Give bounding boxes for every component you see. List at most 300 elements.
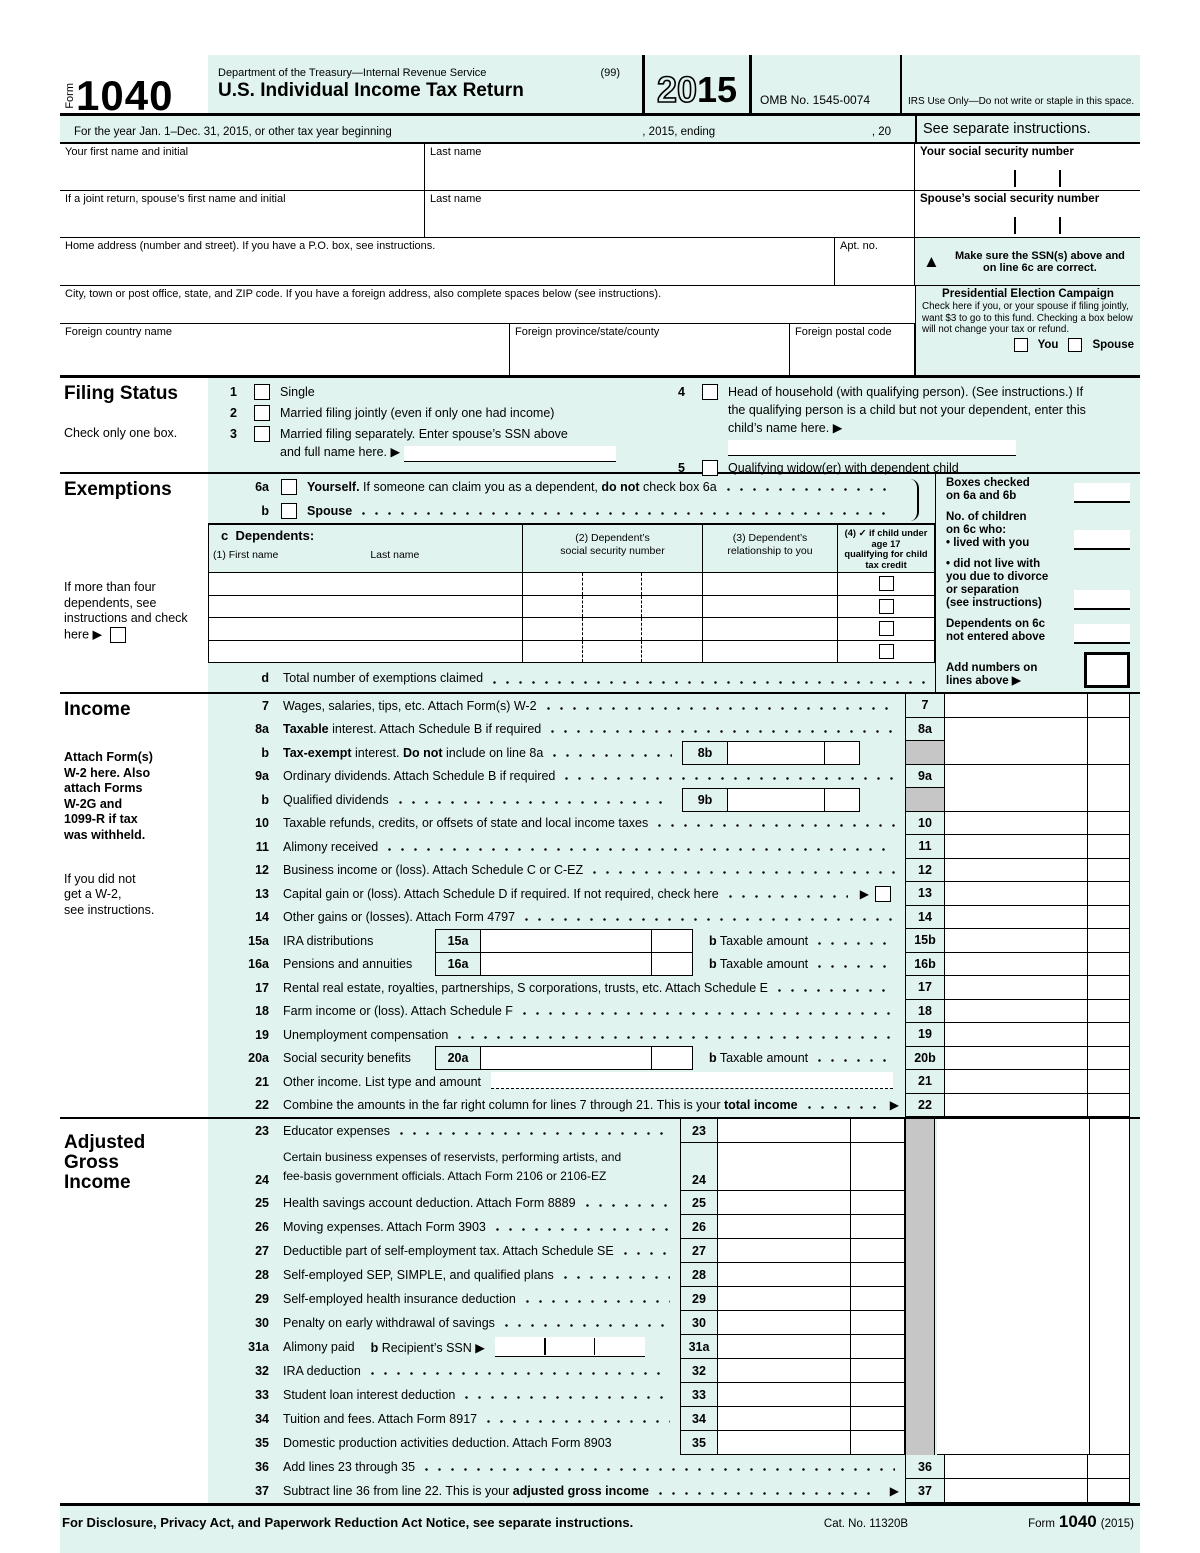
mid-line-number: 29 xyxy=(680,1287,718,1311)
sidebar-entry-2 xyxy=(946,558,1130,610)
form-word-label: Form xyxy=(64,83,76,109)
sidebar-entry-label: Dependents on 6c not entered above xyxy=(946,617,1046,643)
filing-status-1: 1 Single xyxy=(230,385,315,399)
income-line-11 xyxy=(208,835,1140,859)
cents-cell[interactable] xyxy=(1087,718,1130,742)
see-separate-instructions: See separate instructions. xyxy=(915,116,1140,142)
dependent-relationship-cell[interactable] xyxy=(703,573,838,596)
line-number: 9a xyxy=(255,769,269,784)
city-field[interactable]: City, town or post office, state, and ZIP code. If you have a foreign address, also complete spaces below (see instructions). xyxy=(60,286,915,324)
mid-amount-cell[interactable] xyxy=(718,1239,850,1263)
department-line: Department of the Treasury—Internal Revenue Service xyxy=(218,67,487,79)
cents-cell[interactable] xyxy=(1087,1094,1130,1118)
single-checkbox[interactable] xyxy=(254,384,270,400)
mid-line-number: 34 xyxy=(680,1407,718,1431)
cents-cell[interactable] xyxy=(1087,1023,1130,1047)
exemptions-count-box[interactable] xyxy=(1074,483,1130,503)
line-number: 35 xyxy=(255,1436,269,1450)
dots-leader xyxy=(553,754,672,757)
income-line-14 xyxy=(208,906,1140,930)
amount-cell[interactable] xyxy=(945,1000,1087,1024)
dependent-ssn-cell[interactable] xyxy=(523,618,703,641)
line-label: Student loan interest deduction xyxy=(283,1388,456,1402)
line-number: 21 xyxy=(255,1074,269,1089)
line-label: Domestic production activities deduction. Attach Form 8903 xyxy=(283,1436,612,1450)
mid-amount-cell[interactable] xyxy=(718,1215,850,1239)
pec-you-checkbox[interactable] xyxy=(1014,338,1028,352)
ssn-dashed-divider xyxy=(641,596,642,618)
amount-cell[interactable] xyxy=(945,953,1087,977)
agi-section xyxy=(60,1117,1140,1503)
cents-cell[interactable] xyxy=(1087,1455,1130,1479)
pec-you-label: You xyxy=(1037,338,1059,351)
amount-cell[interactable] xyxy=(945,882,1087,906)
line-label: Taxable interest. Attach Schedule B if required xyxy=(283,722,542,737)
line-label: Moving expenses. Attach Form 3903 xyxy=(283,1220,486,1234)
year-outline: 20 xyxy=(656,69,697,110)
agi-heading: Adjusted Gross Income xyxy=(64,1132,146,1193)
form-header xyxy=(60,55,1140,120)
amount-cell[interactable] xyxy=(945,812,1087,836)
right-line-number: 7 xyxy=(905,694,945,718)
inline-amount-input[interactable] xyxy=(481,930,651,952)
name-row-2 xyxy=(60,191,1140,238)
apt-no-field[interactable]: Apt. no. xyxy=(835,238,915,286)
dependents-child-credit-header: (4) ✓ if child under age 17 qualifying for child tax credit xyxy=(838,525,935,573)
filing-status-2: 2 Married filing jointly (even if only one had income) xyxy=(230,406,555,421)
inline-amount-input[interactable] xyxy=(728,742,824,764)
mid-cents-cell[interactable] xyxy=(850,1263,905,1287)
irs-use-only: IRS Use Only—Do not write or staple in this space. xyxy=(908,96,1135,107)
exemptions-count-box[interactable] xyxy=(1074,590,1130,610)
more-dependents-note: If more than four dependents, see instructions and check here ▶ xyxy=(64,579,188,642)
ssn-divider xyxy=(1059,170,1061,187)
mid-cents-cell[interactable] xyxy=(850,1431,905,1455)
exemptions-section xyxy=(60,472,1140,692)
head-of-household-checkbox[interactable] xyxy=(702,384,718,400)
mid-amount-cell[interactable] xyxy=(718,1407,850,1431)
amount-cell[interactable] xyxy=(945,1070,1087,1094)
mid-line-number: 23 xyxy=(680,1119,718,1143)
mid-cents-cell[interactable] xyxy=(850,1239,905,1263)
mid-amount-cell[interactable] xyxy=(718,1143,850,1191)
child-tax-credit-checkbox[interactable] xyxy=(879,644,894,659)
inline-amount-box-9b xyxy=(682,788,860,812)
dependent-relationship-cell[interactable] xyxy=(703,596,838,619)
line-label: Social security benefits xyxy=(283,1051,411,1066)
inline-cents-input[interactable] xyxy=(651,930,692,952)
cents-cell[interactable] xyxy=(1087,1070,1130,1094)
income-line-18 xyxy=(208,1000,1140,1024)
form-number-block xyxy=(60,55,208,120)
mid-line-number: 27 xyxy=(680,1239,718,1263)
amount-cell[interactable] xyxy=(945,741,1087,765)
amount-cell[interactable] xyxy=(945,929,1087,953)
line-label: Pensions and annuities xyxy=(283,957,413,972)
dots-leader xyxy=(371,1372,670,1375)
agi-right-amount-area[interactable] xyxy=(937,1119,1131,1455)
mid-cents-cell[interactable] xyxy=(850,1359,905,1383)
income-line-7 xyxy=(208,694,1140,718)
amount-cell[interactable] xyxy=(945,1047,1087,1071)
first-name-field[interactable]: Your first name and initial xyxy=(60,144,425,191)
dots-leader xyxy=(458,1036,895,1039)
line-number: 8a xyxy=(255,722,269,737)
dependents-relationship-header: (3) Dependent’s relationship to you xyxy=(703,525,838,573)
dependents-ssn-header: (2) Dependent’s social security number xyxy=(523,525,703,573)
dots-leader xyxy=(362,512,895,515)
dependent-credit-cell xyxy=(838,618,935,641)
inline-cents-input[interactable] xyxy=(824,789,859,811)
pec-title: Presidential Election Campaign xyxy=(942,288,1114,300)
ssn-dashed-divider xyxy=(582,641,583,663)
dots-leader xyxy=(659,1492,878,1495)
line-label: IRA distributions xyxy=(283,933,374,948)
dots-leader xyxy=(399,801,672,804)
line-number: 20a xyxy=(248,1051,269,1066)
spouse-first-name-field[interactable]: If a joint return, spouse’s first name and initial xyxy=(60,191,425,238)
arrow-icon: ▶ xyxy=(859,886,869,901)
cents-cell[interactable] xyxy=(1087,976,1130,1000)
cents-cell[interactable] xyxy=(1087,812,1130,836)
mid-cents-cell[interactable] xyxy=(850,1311,905,1335)
pec-spouse-checkbox[interactable] xyxy=(1068,338,1082,352)
married-separately-checkbox[interactable] xyxy=(254,426,270,442)
line-number: 12 xyxy=(255,863,269,878)
ssn-divider xyxy=(544,1338,546,1355)
qualifying-child-name-input[interactable] xyxy=(728,440,1016,456)
line-number: 29 xyxy=(255,1292,269,1306)
inline-box-number: 9b xyxy=(683,789,728,811)
sidebar-entry-0 xyxy=(946,477,1130,503)
form-1040 xyxy=(60,55,1140,1553)
amount-cell[interactable] xyxy=(945,1455,1087,1479)
dependent-credit-cell xyxy=(838,573,935,596)
foreign-row xyxy=(60,324,915,376)
right-line-number: 21 xyxy=(905,1070,945,1094)
mid-amount-cell[interactable] xyxy=(718,1263,850,1287)
cents-cell[interactable] xyxy=(1087,929,1130,953)
right-line-number xyxy=(905,741,945,765)
dependent-ssn-cell[interactable] xyxy=(523,573,703,596)
header-title-block xyxy=(208,55,642,113)
exemptions-heading: Exemptions xyxy=(64,479,172,500)
line-number: 18 xyxy=(255,1004,269,1019)
income-line-9a xyxy=(208,765,1140,789)
filing-status-section xyxy=(60,376,1140,475)
mid-amount-cell[interactable] xyxy=(718,1311,850,1335)
dots-leader xyxy=(818,965,895,968)
agi-line-37 xyxy=(208,1479,1140,1503)
tax-year xyxy=(642,55,752,113)
cents-cell[interactable] xyxy=(1087,906,1130,930)
ssn-divider xyxy=(594,1338,596,1355)
cents-cell[interactable] xyxy=(1087,788,1130,812)
line-label: Alimony paid xyxy=(283,1340,355,1354)
warning-triangle-icon: ▲ xyxy=(923,252,940,271)
dots-leader xyxy=(526,1300,670,1303)
dots-leader xyxy=(493,681,925,684)
cents-cell[interactable] xyxy=(1087,1479,1130,1503)
mid-cents-cell[interactable] xyxy=(850,1119,905,1143)
filing-status-heading: Filing Status xyxy=(64,383,178,404)
amount-cell[interactable] xyxy=(945,976,1087,1000)
tax-year-line xyxy=(60,116,1140,144)
omb-number: OMB No. 1545-0074 xyxy=(752,55,902,113)
spouse-checkbox[interactable] xyxy=(281,503,297,519)
dots-leader xyxy=(547,707,895,710)
line-number: b xyxy=(261,745,269,760)
mid-amount-cell[interactable] xyxy=(718,1359,850,1383)
cents-cell[interactable] xyxy=(1087,1000,1130,1024)
dependent-ssn-cell[interactable] xyxy=(523,641,703,664)
income-line-20b xyxy=(208,1047,1140,1071)
foreign-province-field[interactable]: Foreign province/state/county xyxy=(510,324,790,376)
dots-leader xyxy=(523,1012,895,1015)
address-row xyxy=(60,238,1140,286)
ssn-dashed-divider xyxy=(641,573,642,595)
amount-cell[interactable] xyxy=(945,765,1087,789)
amount-cell[interactable] xyxy=(945,1479,1087,1503)
dependent-ssn-cell[interactable] xyxy=(523,596,703,619)
ssn-dashed-divider xyxy=(582,618,583,640)
no-w2-note: If you did not get a W-2, see instructions. xyxy=(64,871,155,917)
line-number: 19 xyxy=(255,1027,269,1042)
income-lines xyxy=(208,694,1140,1117)
foreign-country-field[interactable]: Foreign country name xyxy=(60,324,510,376)
agi-grey-strip xyxy=(905,1119,935,1455)
mid-line-number: 31a xyxy=(680,1335,718,1359)
line-number: 26 xyxy=(255,1220,269,1234)
amount-cell[interactable] xyxy=(945,788,1087,812)
presidential-election-campaign xyxy=(915,286,1140,376)
right-line-number: 22 xyxy=(905,1094,945,1118)
line-label: IRA deduction xyxy=(283,1364,361,1378)
mid-cents-cell[interactable] xyxy=(850,1215,905,1239)
exemptions-gutter xyxy=(60,474,208,692)
line-label: Tuition and fees. Attach Form 8917 xyxy=(283,1412,478,1426)
exemptions-content xyxy=(208,474,935,692)
mid-cents-cell[interactable] xyxy=(850,1143,905,1191)
line-label: Combine the amounts in the far right column for lines 7 through 21. This is your total income xyxy=(283,1098,798,1113)
inline-amount-input[interactable] xyxy=(481,1047,651,1069)
mid-cents-cell[interactable] xyxy=(850,1383,905,1407)
dependent-name-cell[interactable] xyxy=(208,596,523,619)
sidebar-entry-label: Add numbers on lines above ▶ xyxy=(946,662,1038,688)
year-line-20: , 20 xyxy=(871,126,891,138)
line-label: Farm income or (loss). Attach Schedule F xyxy=(283,1004,513,1019)
amount-cell[interactable] xyxy=(945,1023,1087,1047)
income-line-8a xyxy=(208,718,1140,742)
recipient-ssn-input[interactable] xyxy=(495,1337,645,1357)
dots-leader xyxy=(388,848,895,851)
line-number: 23 xyxy=(255,1124,269,1138)
mid-cents-cell[interactable] xyxy=(850,1191,905,1215)
dependent-name-cell[interactable] xyxy=(208,573,523,596)
cents-cell[interactable] xyxy=(1087,765,1130,789)
pec-body: Check here if you, or your spouse if filing jointly, want $3 to go to this fund. Checking a box below will not change your tax or refund. xyxy=(922,301,1133,336)
taxable-amount-label: b Taxable amount xyxy=(709,957,809,972)
exemptions-count-box[interactable] xyxy=(1074,624,1130,644)
exemptions-count-box[interactable] xyxy=(1074,530,1130,550)
right-line-number: 20b xyxy=(905,1047,945,1071)
dots-leader xyxy=(727,488,895,491)
line-number: 11 xyxy=(255,839,269,854)
line-6b: b Spouse xyxy=(208,499,935,523)
line-number: 28 xyxy=(255,1268,269,1282)
right-line-number: 14 xyxy=(905,906,945,930)
amount-cell[interactable] xyxy=(945,906,1087,930)
mid-cents-cell[interactable] xyxy=(850,1287,905,1311)
amount-cell[interactable] xyxy=(945,1094,1087,1118)
dots-leader xyxy=(565,777,895,780)
dependent-credit-cell xyxy=(838,641,935,664)
line-label: Ordinary dividends. Attach Schedule B if required xyxy=(283,769,556,784)
mid-cents-cell[interactable] xyxy=(850,1335,905,1359)
spouse-full-name-input[interactable] xyxy=(404,446,616,462)
form-title: U.S. Individual Income Tax Return xyxy=(218,80,524,101)
agi-line-36 xyxy=(208,1455,1140,1479)
cents-cell[interactable] xyxy=(1087,882,1130,906)
sidebar-entry-label: • did not live with you due to divorce or separation (see instructions) xyxy=(946,558,1049,609)
last-name-field[interactable]: Last name xyxy=(425,144,915,191)
dots-leader xyxy=(593,871,895,874)
line-label: Educator expenses xyxy=(283,1124,391,1138)
amount-cell[interactable] xyxy=(945,859,1087,883)
yourself-checkbox[interactable] xyxy=(281,479,297,495)
ssn-dashed-divider xyxy=(641,641,642,663)
income-line-13 xyxy=(208,882,1140,906)
dependent-name-cell[interactable] xyxy=(208,641,523,664)
dots-leader xyxy=(586,1204,670,1207)
line-number: 33 xyxy=(255,1388,269,1402)
mid-amount-cell[interactable] xyxy=(718,1119,850,1143)
mid-amount-cell[interactable] xyxy=(718,1191,850,1215)
home-address-field[interactable]: Home address (number and street). If you have a P.O. box, see instructions. xyxy=(60,238,835,286)
filing-status-5: 5 Qualifying widow(er) with dependent child xyxy=(678,460,959,475)
line-number: 36 xyxy=(255,1460,269,1474)
line-number: 22 xyxy=(255,1098,269,1113)
inline-amount-input[interactable] xyxy=(728,789,824,811)
more-dependents-checkbox[interactable] xyxy=(110,627,126,643)
child-tax-credit-checkbox[interactable] xyxy=(879,599,894,614)
inline-cents-input[interactable] xyxy=(651,1047,692,1069)
mid-amount-cell[interactable] xyxy=(718,1383,850,1407)
right-line-number: 8a xyxy=(905,718,945,742)
dots-leader xyxy=(564,1276,670,1279)
dots-leader xyxy=(729,895,848,898)
mid-amount-cell[interactable] xyxy=(718,1335,850,1359)
income-line-21 xyxy=(208,1070,1140,1094)
dots-leader xyxy=(818,1059,895,1062)
inline-box-number: 20a xyxy=(436,1047,481,1069)
spouse-ssn-field[interactable]: Spouse’s social security number xyxy=(915,191,1140,238)
cents-cell[interactable] xyxy=(1087,741,1130,765)
right-line-number: 11 xyxy=(905,835,945,859)
ssn-divider xyxy=(1059,217,1061,234)
married-jointly-checkbox[interactable] xyxy=(254,405,270,421)
year-bold: 15 xyxy=(697,69,738,110)
dependent-credit-cell xyxy=(838,596,935,619)
other-income-type-input[interactable] xyxy=(491,1072,893,1089)
inline-amount-box-15a xyxy=(435,929,693,953)
foreign-postal-field[interactable]: Foreign postal code xyxy=(790,324,915,376)
right-line-number: 36 xyxy=(905,1455,945,1479)
dots-leader xyxy=(808,1106,878,1109)
your-ssn-field[interactable]: Your social security number xyxy=(915,144,1140,191)
inline-cents-input[interactable] xyxy=(651,953,692,975)
right-line-number: 10 xyxy=(905,812,945,836)
dots-leader xyxy=(658,824,895,827)
inline-amount-input[interactable] xyxy=(481,953,651,975)
line-number: 15a xyxy=(248,933,269,948)
right-line-number: 18 xyxy=(905,1000,945,1024)
inline-cents-input[interactable] xyxy=(824,742,859,764)
line-number: 24 xyxy=(255,1173,269,1187)
cents-cell[interactable] xyxy=(1087,953,1130,977)
right-line-number: 13 xyxy=(905,882,945,906)
taxable-amount-label: b Taxable amount xyxy=(709,1051,809,1066)
schedule-d-not-required-checkbox[interactable] xyxy=(875,886,891,902)
mid-amount-cell[interactable] xyxy=(718,1287,850,1311)
spouse-last-name-field[interactable]: Last name xyxy=(425,191,915,238)
dependent-name-cell[interactable] xyxy=(208,618,523,641)
dots-leader xyxy=(496,1228,670,1231)
cents-cell[interactable] xyxy=(1087,694,1130,718)
line-number: 16a xyxy=(248,957,269,972)
recipient-ssn-label: b Recipient’s SSN ▶ xyxy=(370,1340,485,1355)
sidebar-entry-3 xyxy=(946,618,1130,644)
taxable-amount-label: b Taxable amount xyxy=(709,933,809,948)
exemptions-total-box[interactable] xyxy=(1084,652,1130,688)
right-line-number: 12 xyxy=(905,859,945,883)
cents-cell[interactable] xyxy=(1087,859,1130,883)
amount-cell[interactable] xyxy=(945,835,1087,859)
right-line-number: 19 xyxy=(905,1023,945,1047)
dots-leader xyxy=(818,942,895,945)
child-tax-credit-checkbox[interactable] xyxy=(879,621,894,636)
cents-cell[interactable] xyxy=(1087,835,1130,859)
income-line-22 xyxy=(208,1094,1140,1118)
dependent-relationship-cell[interactable] xyxy=(703,641,838,664)
line-label: Other income. List type and amount xyxy=(283,1074,482,1089)
dependent-relationship-cell[interactable] xyxy=(703,618,838,641)
dependents-header-row xyxy=(208,525,935,573)
exemptions-sidebar xyxy=(935,474,1140,692)
ssn-dashed-divider xyxy=(641,618,642,640)
sidebar-entry-label: Boxes checked on 6a and 6b xyxy=(946,477,1030,502)
line-label: Health savings account deduction. Attach Form 8889 xyxy=(283,1196,576,1210)
inline-box-number: 16a xyxy=(436,953,481,975)
dependent-row xyxy=(208,618,935,641)
cents-cell[interactable] xyxy=(1087,1047,1130,1071)
mid-line-number: 28 xyxy=(680,1263,718,1287)
sidebar-entry-label: No. of children on 6c who: • lived with you xyxy=(946,511,1030,549)
income-line-16b xyxy=(208,953,1140,977)
amount-cell[interactable] xyxy=(945,694,1087,718)
mid-amount-cell[interactable] xyxy=(718,1431,850,1455)
child-tax-credit-checkbox[interactable] xyxy=(879,576,894,591)
line-label: Taxable refunds, credits, or offsets of state and local income taxes xyxy=(283,816,649,831)
dots-leader xyxy=(505,1324,670,1327)
line-label: Other gains or (losses). Attach Form 4797 xyxy=(283,910,516,925)
income-line-8b xyxy=(208,741,1140,765)
line-number: 7 xyxy=(262,698,269,713)
mid-cents-cell[interactable] xyxy=(850,1407,905,1431)
line-label: Business income or (loss). Attach Schedule C or C-EZ xyxy=(283,863,584,878)
amount-cell[interactable] xyxy=(945,718,1087,742)
dots-leader xyxy=(487,1420,670,1423)
